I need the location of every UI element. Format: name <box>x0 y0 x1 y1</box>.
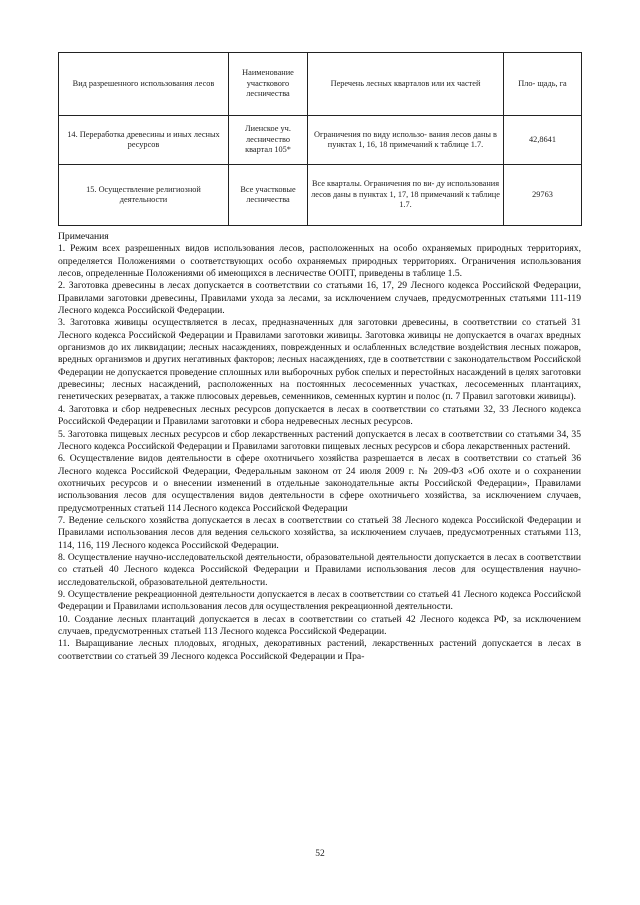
note-item: 2. Заготовка древесины в лесах допускается в соответствии со статьями 16, 17, 29 Лесного кодекса Российской Федерации, Правилами заготовки древесины, Правилами ухода за лесами, за исключением случаев, предусмотренных статьями 111-119 Лесного кодекса Российской Федерации. <box>58 280 581 317</box>
table-row <box>59 165 582 226</box>
table-cell-quarters-list: Все кварталы. Ограничения по ви- ду использования лесов даны в пунктах 1, 17, 18 примечаний к таблице 1.7. <box>308 165 504 226</box>
table-cell-quarters-list: Ограничения по виду использо- вания лесов даны в пунктах 1, 16, 18 примечаний к таблице 1.7. <box>308 116 504 165</box>
table-header-row <box>59 53 582 116</box>
header-cell-use-type: Вид разрешенного использования лесов <box>59 53 229 116</box>
table-cell-area: 42,8641 <box>504 116 582 165</box>
table-cell-forestry-name: Лиенское уч. лесничество квартал 105* <box>229 116 308 165</box>
note-item: 8. Осуществление научно-исследовательской деятельности, образовательной деятельности допускается в лесах в соответствии со статьей 40 Лесного кодекса Российской Федерации и Правилами использования лесов для осуществления научно-исследовательской, образовательной деятельности. <box>58 551 581 588</box>
note-item: 3. Заготовка живицы осуществляется в лесах, предназначенных для заготовки древесины, в соответствии со статьей 31 Лесного кодекса Российской Федерации и Правилами заготовки живицы. Заготовка живицы не допускается в очагах вредных организмов до их ликвидации; лесных насаждениях, поврежденных и ослабленных вследствие воздействия лесных пожаров, вредных организмов и других негативных факторов; лесных насаждениях, где в соответствии с законодательством Российской Федерации не допускается проведение сплошных или выборочных рубок спелых и перестойных насаждений в целях заготовки древесины; лесных насаждений, расположенных на постоянных лесосеменных участках, лесосеменных плантациях, генетических резерватах, а также плюсовых деревьев, семенников, семенных куртин и полос (п. 7 Правил заготовки живицы). <box>58 317 581 403</box>
forest-use-table <box>58 52 582 226</box>
note-item: 4. Заготовка и сбор недревесных лесных ресурсов допускается в лесах в соответствии со статьями 32, 33 Лесного кодекса Российской Федерации и Правилами заготовки и сбора недревесных лесных ресурсов. <box>58 403 581 428</box>
header-cell-quarters-list: Перечень лесных кварталов или их частей <box>308 53 504 116</box>
document-page <box>58 52 581 663</box>
table-row <box>59 116 582 165</box>
notes-section <box>58 231 581 663</box>
note-item: 11. Выращивание лесных плодовых, ягодных, декоративных растений, лекарственных растений допускается в лесах в соответствии со статьей 39 Лесного кодекса Российской Федерации и Пра- <box>58 638 581 662</box>
page-number: 52 <box>315 849 325 859</box>
note-item: 9. Осуществление рекреационной деятельности допускается в лесах в соответствии со статьей 41 Лесного кодекса Российской Федерации и Правилами использования лесов для осуществления рекреационной деятельности. <box>58 588 581 613</box>
table-cell-use-type: 15. Осуществление религиозной деятельности <box>59 165 229 226</box>
note-item: 1. Режим всех разрешенных видов использования лесов, расположенных на особо охраняемых природных территориях, определяется Положениями о соответствующих особо охраняемых природных территориях. Ограничения использования лесов, определенные Положениями об имеющихся в лесничестве ООПТ, приведены в таблице 1.5. <box>58 243 581 280</box>
header-cell-forestry-name: Наименование участкового лесничества <box>229 53 308 116</box>
note-item: 5. Заготовка пищевых лесных ресурсов и сбор лекарственных растений допускается в лесах в соответствии со статьями 34, 35 Лесного кодекса Российской Федерации и Правилами заготовки пищевых лесных ресурсов и сбора лекарственных растений. <box>58 428 581 452</box>
note-item: 7. Ведение сельского хозяйства допускается в лесах в соответствии со статьей 38 Лесного кодекса Российской Федерации и Правилами использования лесов для ведения сельского хозяйства, за исключением случаев, предусмотренных статьями 113, 114, 116, 119 Лесного кодекса Российской Федерации. <box>58 514 581 551</box>
table-cell-use-type: 14. Переработка древесины и иных лесных ресурсов <box>59 116 229 165</box>
header-cell-area: Пло- щадь, га <box>504 53 582 116</box>
notes-title: Примечания <box>58 231 109 242</box>
note-item: 10. Создание лесных плантаций допускается в лесах в соответствии со статьей 42 Лесного кодекса РФ, за исключением случаев, предусмотренных статьей 113 Лесного кодекса Российской Федерации. <box>58 613 581 637</box>
table-cell-forestry-name: Все участковые лесничества <box>229 165 308 226</box>
note-item: 6. Осуществление видов деятельности в сфере охотничьего хозяйства разрешается в лесах в соответствии со статьей 36 Лесного кодекса Российской Федерации, Федеральным законом от 24 июля 2009 г. № 209-ФЗ «Об охоте и о сохранении охотничьих ресурсов и о внесении изменений в отдельные законодательные акты Российской Федерации», Правилами использования лесов для осуществления видов деятельности в сфере охотничьего хозяйства, за исключением случаев, предусмотренных статьей 114 Лесного кодекса Российской Федерации <box>58 453 581 514</box>
table-cell-area: 29763 <box>504 165 582 226</box>
